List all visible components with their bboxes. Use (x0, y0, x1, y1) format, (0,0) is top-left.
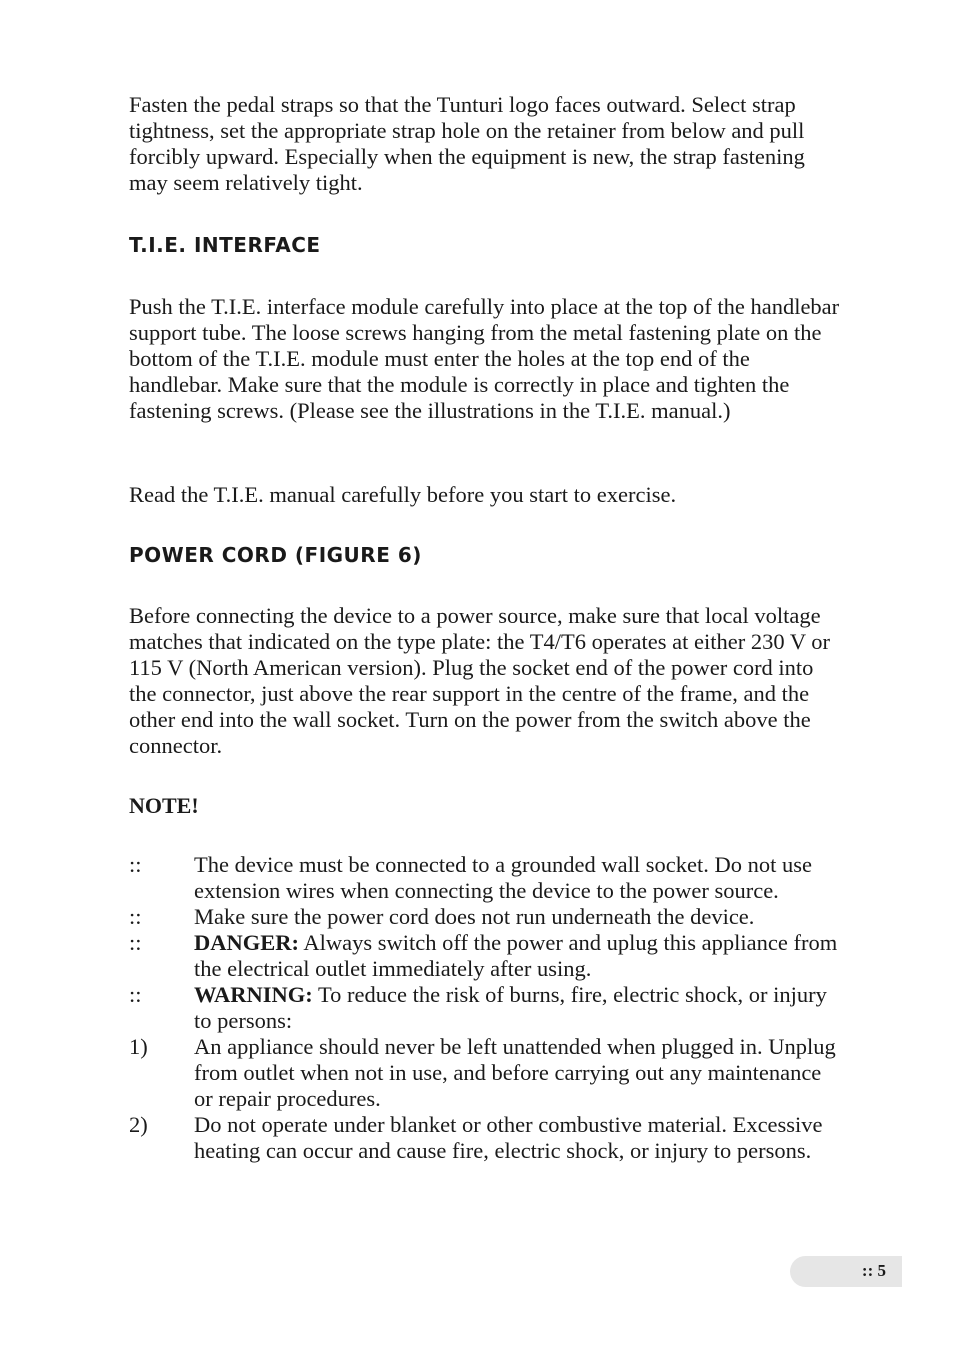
list-marker: :: (129, 904, 142, 929)
note-item-text: Do not operate under blanket or other combustive material. Excessive heating can occur and cause fire, electric shock, or injury to persons. (194, 1112, 823, 1163)
list-marker: 1) (129, 1034, 148, 1059)
tie-paragraph-2: Read the T.I.E. manual carefully before you start to exercise. (129, 482, 677, 507)
note-item (129, 1034, 841, 1112)
page-number-tab (790, 1256, 902, 1287)
note-item-text: An appliance should never be left unattended when plugged in. Unplug from outlet when not in use, and before carrying out any maintenance or repair procedures. (194, 1034, 836, 1111)
note-item-text: DANGER: Always switch off the power and uplug this appliance from the electrical outlet immediately after using. (194, 930, 838, 981)
note-item-text: WARNING: To reduce the risk of burns, fire, electric shock, or injury to persons: (194, 982, 827, 1033)
note-item (129, 852, 841, 904)
list-marker: :: (129, 852, 142, 877)
list-marker: :: (129, 982, 142, 1007)
note-item-text: The device must be connected to a grounded wall socket. Do not use extension wires when connecting the device to the power source. (194, 852, 812, 903)
tie-paragraph-1: Push the T.I.E. interface module carefully into place at the top of the handlebar support tube. The loose screws hanging from the metal fastening plate on the bottom of the T.I.E. module must enter the holes at the top end of the handlebar. Make sure that the module is correctly in place and tighten the fastening screws. (Please see the illustrations in the T.I.E. manual.) (129, 294, 840, 423)
note-list (129, 852, 841, 1164)
note-item (129, 982, 841, 1034)
power-cord-heading: POWER CORD (FIGURE 6) (129, 543, 422, 567)
tie-heading: T.I.E. INTERFACE (129, 233, 321, 257)
list-marker: :: (129, 930, 142, 955)
note-title: NOTE! (129, 793, 199, 818)
note-item (129, 904, 841, 930)
power-cord-paragraph: Before connecting the device to a power source, make sure that local voltage matches that indicated on the type plate: the T4/T6 operates at either 230 V or 115 V (North American version). Plug the socket end of the power cord into the connector, just above the rear support in the centre of the frame, and the other end into the wall socket. Turn on the power from the switch above the connector. (129, 603, 831, 758)
list-marker: 2) (129, 1112, 148, 1137)
note-item (129, 1112, 841, 1164)
note-item (129, 930, 841, 982)
danger-label: DANGER: (194, 930, 299, 955)
intro-paragraph: Fasten the pedal straps so that the Tunturi logo faces outward. Select strap tightness, set the appropriate strap hole on the retainer from below and pull forcibly upward. Especially when the equipment is new, the strap fastening may seem relatively tight. (129, 92, 805, 195)
note-item-text: Make sure the power cord does not run underneath the device. (194, 904, 755, 929)
warning-label: WARNING: (194, 982, 313, 1007)
page-number: :: 5 (861, 1261, 886, 1280)
